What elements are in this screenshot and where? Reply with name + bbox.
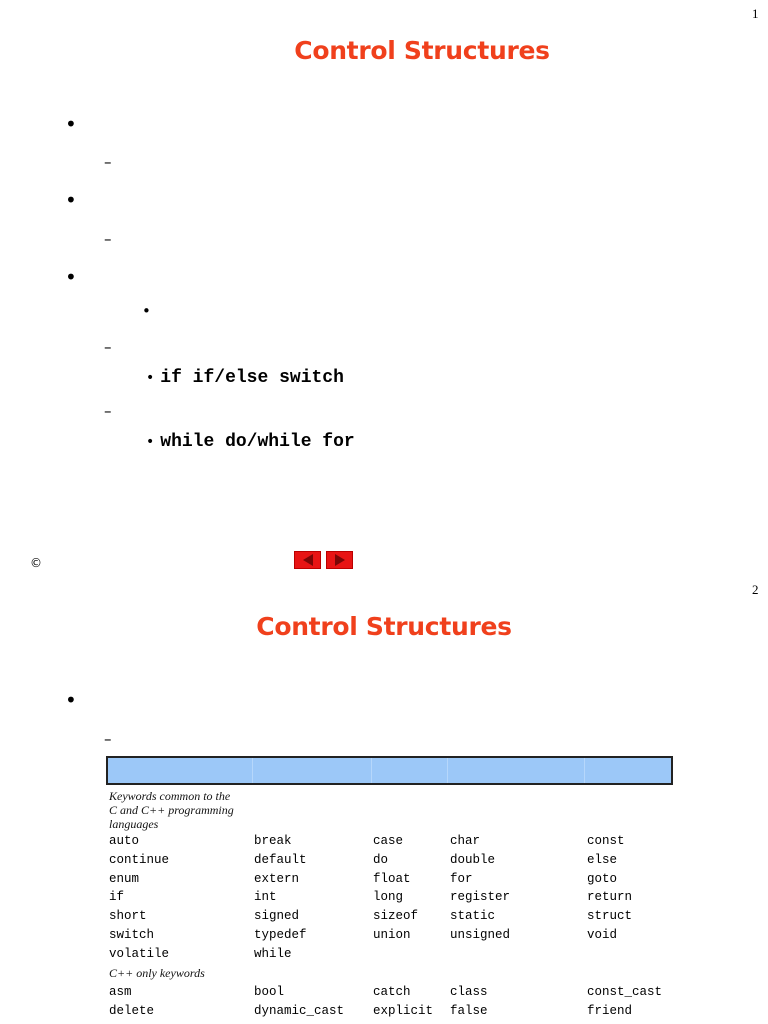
keyword-cell: short [109, 909, 147, 924]
keyword-cell: static [450, 909, 496, 924]
keyword-cell: else [587, 852, 618, 867]
keyword-cell: float [373, 871, 411, 886]
keyword-cell: switch [109, 928, 155, 942]
slide-title: Control Structures [294, 36, 550, 65]
keyword-cell: default [254, 852, 307, 867]
dash-4: – [104, 402, 112, 420]
keyword-cell: for [450, 871, 473, 886]
bullet-3: • [65, 265, 77, 289]
keyword-cell: auto [109, 834, 140, 848]
keyword-cell: register [450, 890, 511, 905]
next-slide-button[interactable] [326, 551, 353, 569]
slide-title: Control Structures [256, 612, 512, 641]
keyword-cell: enum [109, 871, 140, 886]
keyword-cell: case [373, 834, 404, 848]
keyword-cell: while [254, 946, 292, 961]
keyword-cell: asm [109, 985, 132, 999]
table-row [0, 928, 768, 946]
subbullet-1: • [142, 302, 151, 320]
keyword-cell: false [450, 1003, 488, 1018]
keyword-cell: volatile [109, 946, 170, 961]
bullet-1: • [65, 112, 77, 136]
keyword-cell: void [587, 928, 618, 942]
triangle-right-icon [335, 554, 345, 566]
table-row [0, 890, 768, 908]
page-number: 1 [752, 6, 759, 21]
keyword-cell: if [109, 890, 125, 905]
common-keywords-caption: Keywords common to the C and C++ programming languages [109, 789, 234, 831]
prev-slide-button[interactable] [294, 551, 321, 569]
table-row [0, 834, 768, 852]
keyword-cell: return [587, 890, 633, 905]
keyword-cell: const_cast [587, 985, 663, 999]
keyword-cell: int [254, 890, 277, 905]
keyword-cell: char [450, 834, 481, 848]
keyword-cell: class [450, 985, 488, 999]
dash-2: – [104, 230, 112, 248]
keyword-cell: signed [254, 909, 300, 924]
keyword-cell: double [450, 852, 496, 867]
keyword-cell: long [373, 890, 404, 905]
keywords-table-header [106, 756, 673, 785]
keyword-cell: sizeof [373, 909, 419, 924]
keyword-cell: extern [254, 871, 300, 886]
table-row [0, 872, 768, 890]
keyword-cell: dynamic_cast [254, 1003, 345, 1018]
keyword-cell: delete [109, 1003, 155, 1018]
keyword-cell: catch [373, 985, 411, 999]
cpp-keywords-caption: C++ only keywords [109, 966, 205, 980]
keyword-cell: bool [254, 985, 285, 999]
copyright-symbol: © [30, 556, 42, 570]
dash-3: – [104, 338, 112, 356]
keyword-cell: typedef [254, 928, 307, 942]
repetition-structures: • while do/while for [146, 432, 355, 452]
table-row [0, 985, 768, 1003]
keyword-cell: friend [587, 1003, 633, 1018]
table-row [0, 1004, 768, 1022]
bullet-1: • [65, 688, 77, 712]
table-row [0, 853, 768, 871]
dash-1: – [104, 153, 112, 171]
keyword-cell: union [373, 928, 411, 942]
dash-1: – [104, 730, 112, 748]
keyword-cell: goto [587, 871, 618, 886]
keyword-cell: unsigned [450, 928, 511, 942]
page-number: 2 [752, 582, 759, 597]
keyword-cell: struct [587, 909, 633, 924]
keyword-cell: const [587, 834, 625, 848]
keyword-cell: explicit [373, 1003, 434, 1018]
selection-structures: • if if/else switch [146, 368, 344, 388]
keyword-cell: do [373, 852, 389, 867]
table-row [0, 947, 768, 965]
keyword-cell: continue [109, 852, 170, 867]
table-row [0, 909, 768, 927]
triangle-left-icon [303, 554, 313, 566]
keyword-cell: break [254, 834, 292, 848]
bullet-2: • [65, 188, 77, 212]
